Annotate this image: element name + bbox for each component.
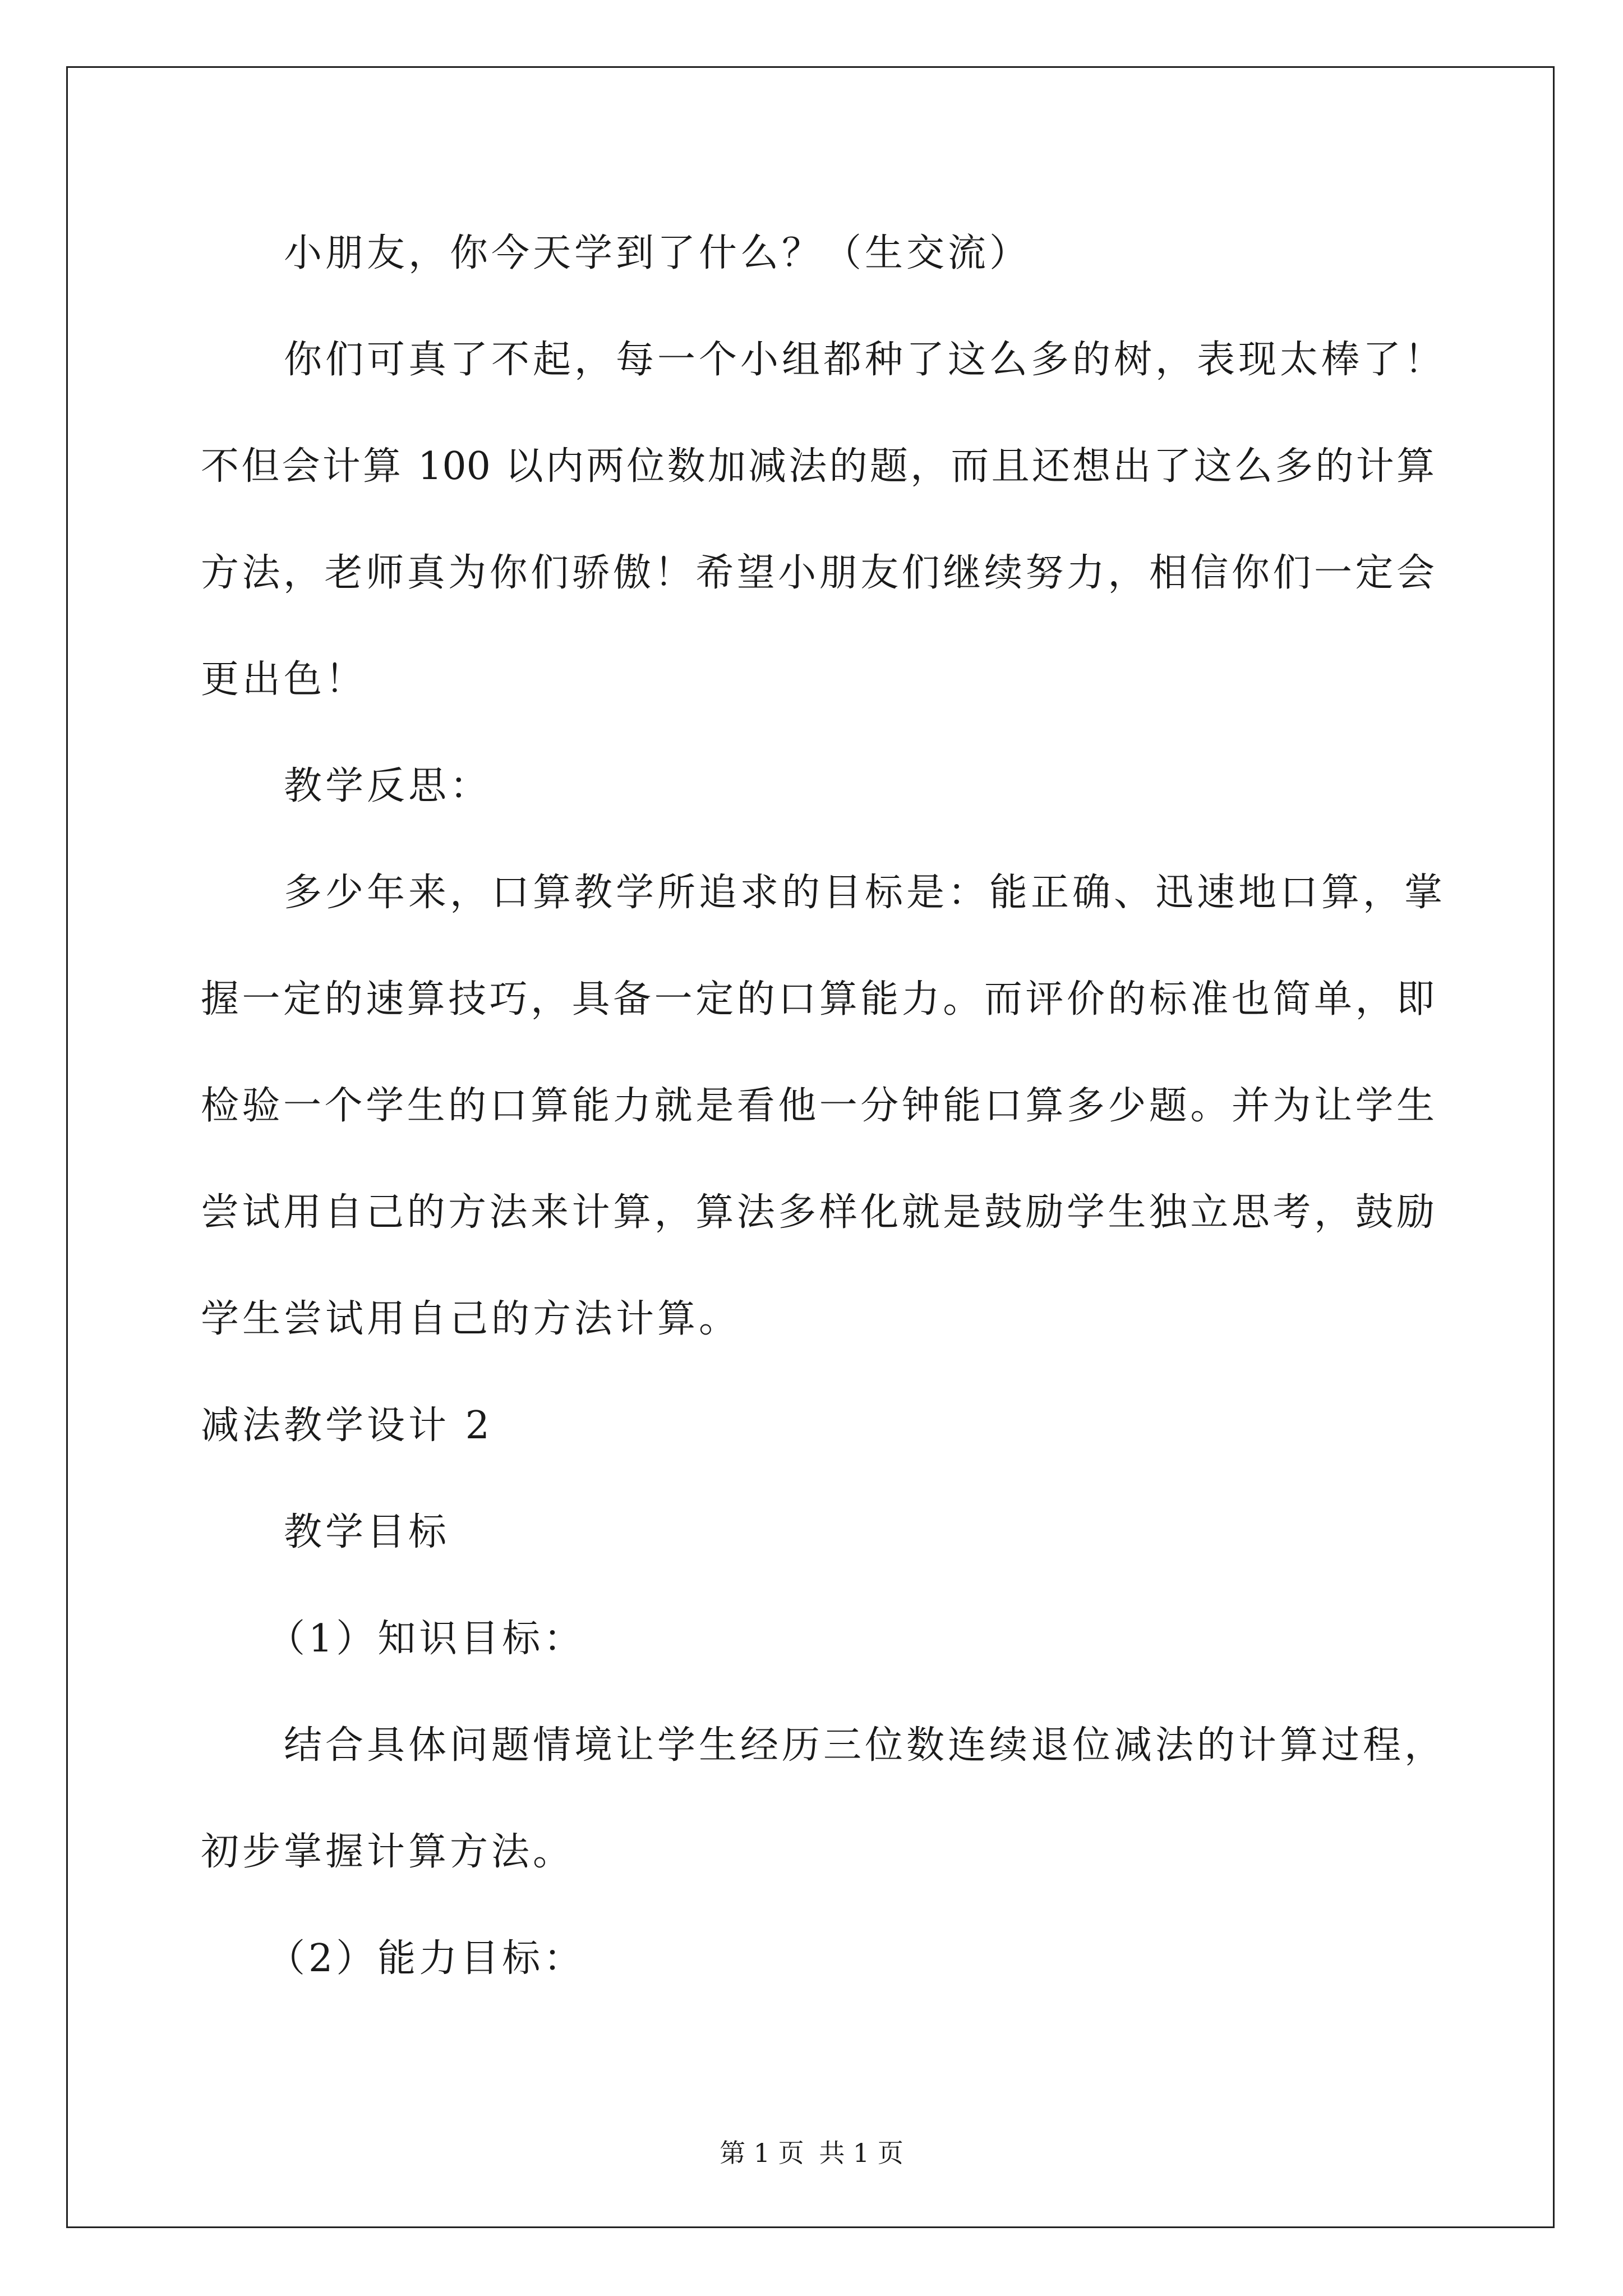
page-total: 共 1 页 bbox=[819, 2138, 903, 2168]
subsection-heading: （1）知识目标： bbox=[267, 1617, 585, 1661]
page-number: 第 1 页 bbox=[720, 2138, 804, 2168]
page-footer bbox=[0, 2137, 1623, 2169]
paragraph-line: 方法，老师真为你们骄傲！希望小朋友们继续努力，相信你们一定会 bbox=[201, 551, 1435, 595]
section-heading: 教学反思： bbox=[284, 764, 492, 808]
paragraph-line: 尝试用自己的方法来计算，算法多样化就是鼓励学生独立思考，鼓励 bbox=[201, 1190, 1435, 1235]
document-title: 减法教学设计 2 bbox=[201, 1404, 493, 1448]
paragraph-line: 多少年来，口算教学所追求的目标是：能正确、迅速地口算，掌 bbox=[284, 871, 1446, 915]
paragraph-line: 结合具体问题情境让学生经历三位数连续退位减法的计算过程， bbox=[284, 1723, 1446, 1768]
paragraph-line: 握一定的速算技巧，具备一定的口算能力。而评价的标准也简单，即 bbox=[201, 977, 1435, 1022]
paragraph-line: 你们可真了不起，每一个小组都种了这么多的树，表现太棒了！ bbox=[284, 338, 1446, 382]
paragraph-line: 检验一个学生的口算能力就是看他一分钟能口算多少题。并为让学生 bbox=[201, 1084, 1435, 1128]
paragraph-line: 更出色！ bbox=[201, 657, 367, 702]
paragraph-line: 小朋友，你今天学到了什么？（生交流） bbox=[284, 231, 1031, 275]
paragraph-line: 学生尝试用自己的方法计算。 bbox=[201, 1297, 741, 1341]
paragraph-line: 不但会计算 100 以内两位数加减法的题，而且还想出了这么多的计算 bbox=[201, 444, 1435, 489]
paragraph-line: 初步掌握计算方法。 bbox=[201, 1830, 575, 1874]
subsection-heading: （2）能力目标： bbox=[267, 1936, 585, 1981]
section-heading: 教学目标 bbox=[284, 1510, 450, 1554]
page-border bbox=[66, 66, 1555, 2228]
